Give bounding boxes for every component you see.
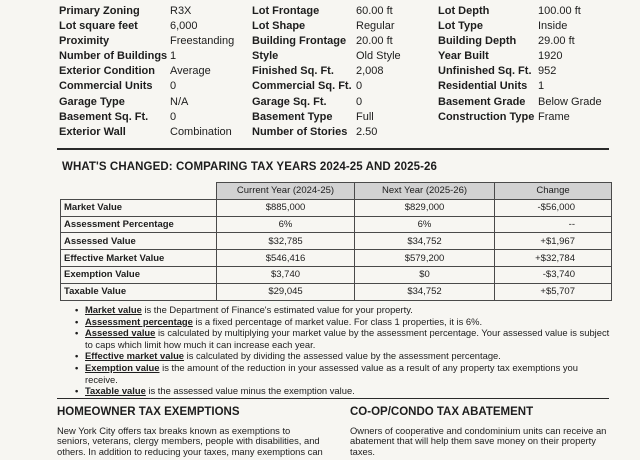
definition-text: is calculated by dividing the assessed value by the assessment percentage. [184, 350, 501, 362]
next-year-value: $34,752 [355, 283, 495, 300]
property-field-label: Commercial Sq. Ft. [252, 80, 352, 93]
property-field-value: Below Grade [538, 95, 602, 108]
next-year-value: $34,752 [355, 233, 495, 250]
definition-text: is the Department of Finance's estimated value for your property. [141, 304, 413, 315]
definition-term: Exemption value [85, 361, 160, 373]
table-row [61, 266, 612, 283]
property-field-value: 0 [356, 80, 363, 93]
next-year-value: 6% [355, 216, 495, 233]
next-year-value: $829,000 [355, 199, 495, 216]
property-field-value: 0 [356, 95, 363, 108]
coop-condo-abatement-title: CO-OP/CONDO TAX ABATEMENT [350, 406, 534, 418]
property-field [59, 4, 234, 19]
row-label: Taxable Value [61, 283, 217, 300]
property-field [252, 110, 401, 125]
property-field-label: Primary Zoning [59, 5, 140, 17]
property-field [438, 49, 602, 64]
property-field-value: 2.50 [356, 125, 378, 138]
change-value: -$3,740 [495, 266, 612, 283]
definition-term: Taxable value [85, 385, 146, 397]
change-value: -$56,000 [495, 199, 612, 216]
change-value: -- [495, 216, 612, 233]
property-field-label: Commercial Units [59, 80, 153, 93]
property-field-label: Basement Sq. Ft. [59, 110, 149, 123]
property-field [252, 34, 401, 49]
definition-text: is the assessed value minus the exemption value. [145, 385, 355, 397]
table-row [61, 250, 612, 267]
property-field-value: 100.00 ft [538, 5, 581, 17]
property-field [438, 95, 602, 110]
property-field-value: Full [356, 110, 374, 123]
section-divider [57, 148, 609, 150]
row-label: Assessment Percentage [61, 216, 217, 233]
property-field [438, 4, 602, 19]
current-year-value: $546,416 [217, 250, 355, 267]
property-field-value: Regular [356, 20, 395, 33]
property-field-value: 6,000 [170, 20, 198, 33]
next-year-value: $579,200 [355, 250, 495, 267]
change-value: +$32,784 [495, 250, 612, 267]
property-field-value: 1 [538, 80, 545, 93]
definition-term: Assessment percentage [85, 315, 193, 327]
definition-item [77, 350, 613, 362]
property-field-label: Building Depth [438, 35, 517, 48]
property-field-label: Basement Grade [438, 95, 526, 108]
property-field [59, 64, 234, 79]
property-field-label: Exterior Wall [59, 125, 126, 138]
homeowner-exemptions-title: HOMEOWNER TAX EXEMPTIONS [57, 406, 240, 418]
property-field-label: Lot square feet [59, 20, 138, 33]
change-value: +$1,967 [495, 233, 612, 250]
property-field [252, 95, 401, 110]
property-field-label: Lot Shape [252, 20, 306, 33]
table-header-row [61, 183, 612, 200]
property-field [252, 64, 401, 79]
property-field-value: Old Style [356, 50, 401, 63]
property-field-value: Frame [538, 110, 570, 123]
property-field-label: Garage Sq. Ft. [252, 95, 327, 108]
property-field-label: Number of Stories [252, 125, 348, 138]
row-label: Exemption Value [61, 266, 217, 283]
property-field [59, 95, 234, 110]
header-current-year: Current Year (2024-25) [217, 183, 355, 200]
property-details-column-1 [59, 4, 234, 140]
property-field-label: Exterior Condition [59, 65, 155, 78]
current-year-value: $3,740 [217, 266, 355, 283]
property-field [438, 79, 602, 94]
property-field-value: R3X [170, 5, 192, 17]
property-field-value: Inside [538, 20, 568, 33]
property-field-value: 1 [170, 50, 177, 63]
property-details-column-2 [252, 4, 401, 140]
current-year-value: $32,785 [217, 233, 355, 250]
property-field [438, 34, 602, 49]
coop-condo-abatement-text: Owners of cooperative and condominium units can receive an abatement that will help them save money on their property taxes. [350, 425, 607, 457]
property-field-value: 0 [170, 80, 177, 93]
property-field [59, 49, 234, 64]
definition-text: is calculated by multiplying your market value by the assessment percentage. Your assessed value is subject to caps which limit how much it can increase each year. [85, 327, 610, 350]
definition-item [77, 385, 613, 397]
property-details-column-3 [438, 4, 602, 125]
definition-text: is a fixed percentage of market value. For class 1 properties, it is 6%. [192, 315, 483, 327]
table-row [61, 199, 612, 216]
row-label: Market Value [61, 199, 217, 216]
property-field-label: Garage Type [59, 95, 125, 108]
property-field-label: Lot Depth [438, 5, 490, 17]
property-field-label: Lot Frontage [252, 5, 320, 17]
property-field [438, 110, 602, 125]
property-field [59, 79, 234, 94]
definition-text: is the amount of the reduction in your assessed value as a result of any property tax exemptions you receive. [85, 361, 578, 385]
property-field-label: Construction Type [438, 110, 535, 123]
property-field [59, 19, 234, 34]
change-value: +$5,707 [495, 283, 612, 300]
property-field [438, 64, 602, 79]
property-field-value: 29.00 ft [538, 35, 575, 48]
property-field-label: Basement Type [252, 110, 333, 123]
property-field-label: Lot Type [438, 20, 484, 33]
property-field-label: Finished Sq. Ft. [252, 65, 334, 78]
property-field-label: Number of Buildings [59, 50, 168, 63]
property-field-value: 0 [170, 110, 177, 123]
row-label: Effective Market Value [61, 250, 217, 267]
property-field [252, 4, 401, 19]
next-year-value: $0 [355, 266, 495, 283]
property-field [59, 34, 234, 49]
property-field [438, 19, 602, 34]
property-field-value: 2,008 [356, 65, 384, 78]
property-field-value: 20.00 ft [356, 35, 393, 48]
property-field-value: N/A [170, 95, 189, 108]
current-year-value: $29,045 [217, 283, 355, 300]
definition-item [77, 362, 613, 385]
property-field [252, 19, 401, 34]
property-field [252, 125, 401, 140]
row-label: Assessed Value [61, 233, 217, 250]
property-field [59, 125, 234, 140]
property-field [252, 49, 401, 64]
property-field-label: Residential Units [438, 80, 528, 93]
property-field-label: Style [252, 50, 279, 63]
header-blank-cell [61, 183, 217, 200]
property-field-value: 952 [538, 65, 557, 78]
current-year-value: 6% [217, 216, 355, 233]
property-field-value: Combination [170, 125, 232, 138]
table-row [61, 283, 612, 300]
property-field-value: Freestanding [170, 35, 235, 48]
definition-term: Market value [85, 304, 142, 315]
section-title: WHAT'S CHANGED: COMPARING TAX YEARS 2024-25 AND 2025-26 [62, 161, 438, 173]
homeowner-exemptions-text: New York City offers tax breaks known as exemptions to seniors, veterans, clergy members, people with disabilities, and others. In addition to reducing your taxes, many exemptions can [57, 425, 323, 457]
header-next-year: Next Year (2025-26) [355, 183, 495, 200]
section-divider [57, 398, 609, 399]
table-row [61, 233, 612, 250]
header-change: Change [495, 183, 612, 200]
definition-term: Effective market value [85, 350, 185, 362]
table-row [61, 216, 612, 233]
definition-item [77, 316, 613, 328]
property-field-label: Building Frontage [252, 35, 347, 48]
definitions-list [77, 304, 613, 397]
property-field-value: 1920 [538, 50, 563, 63]
definition-term: Assessed value [85, 327, 156, 339]
property-field [59, 110, 234, 125]
property-field-label: Unfinished Sq. Ft. [438, 65, 532, 78]
property-field-label: Year Built [438, 50, 489, 63]
property-field-value: 60.00 ft [356, 5, 393, 17]
definition-item [77, 304, 613, 316]
current-year-value: $885,000 [217, 199, 355, 216]
property-field-label: Proximity [59, 35, 110, 48]
property-field-value: Average [170, 65, 211, 78]
tax-comparison-table [60, 182, 612, 301]
definition-item [77, 327, 613, 350]
property-field [252, 79, 401, 94]
